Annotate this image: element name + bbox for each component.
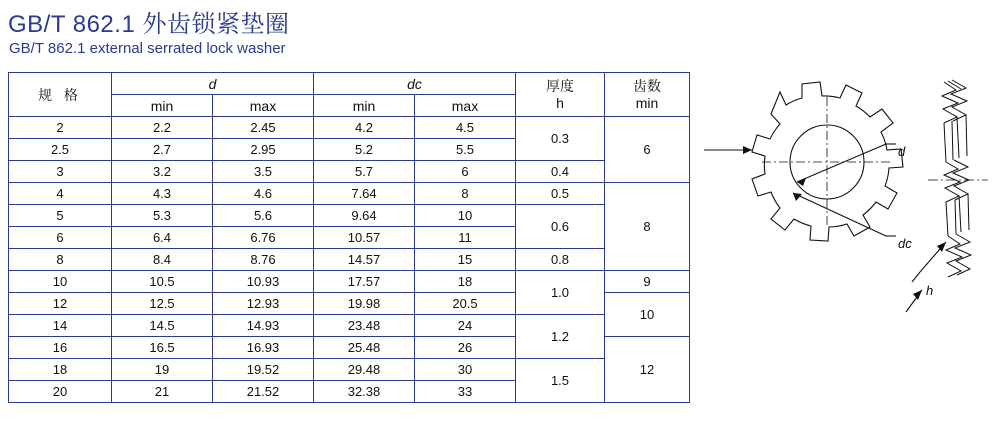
column-header-spec: 规 格 (9, 73, 112, 117)
cell-dc-min: 4.2 (314, 117, 415, 139)
cell-d-min: 4.3 (112, 183, 213, 205)
cell-d-max: 19.52 (213, 359, 314, 381)
table-row (9, 359, 690, 381)
cell-d-min: 16.5 (112, 337, 213, 359)
callout-label-d: d (898, 144, 906, 159)
column-header-teeth-line2: min (635, 94, 659, 111)
cell-thickness: 0.6 (516, 205, 605, 249)
cell-dc-max: 24 (415, 315, 516, 337)
cell-d-min: 14.5 (112, 315, 213, 337)
cell-spec: 3 (9, 161, 112, 183)
washer-center-lines (762, 97, 892, 227)
cell-dc-min: 17.57 (314, 271, 415, 293)
cell-dc-max: 4.5 (415, 117, 516, 139)
cell-dc-min: 25.48 (314, 337, 415, 359)
dimension-dc (793, 193, 896, 236)
washer-front-view (704, 82, 906, 241)
table-row (9, 249, 690, 271)
cell-dc-max: 18 (415, 271, 516, 293)
cell-dc-min: 23.48 (314, 315, 415, 337)
column-header-d-max: max (213, 95, 314, 117)
table-row (9, 117, 690, 139)
column-header-teeth-line1: 齿数 (633, 78, 661, 95)
page-title-chinese: GB/T 862.1 外齿锁紧垫圈 (8, 11, 290, 38)
cell-dc-max: 10 (415, 205, 516, 227)
cell-dc-min: 10.57 (314, 227, 415, 249)
table-header (9, 73, 690, 117)
column-header-thickness-line2: h (556, 94, 564, 111)
cell-d-min: 12.5 (112, 293, 213, 315)
cell-d-max: 3.5 (213, 161, 314, 183)
cell-spec: 2.5 (9, 139, 112, 161)
cell-dc-max: 8 (415, 183, 516, 205)
specification-table (8, 72, 690, 403)
cell-spec: 14 (9, 315, 112, 337)
cell-d-min: 21 (112, 381, 213, 403)
washer-outer-serration (752, 82, 906, 241)
cell-spec: 12 (9, 293, 112, 315)
cell-d-max: 5.6 (213, 205, 314, 227)
cell-dc-max: 33 (415, 381, 516, 403)
cell-d-max: 8.76 (213, 249, 314, 271)
cell-dc-min: 14.57 (314, 249, 415, 271)
cell-d-max: 10.93 (213, 271, 314, 293)
column-header-d: d (112, 73, 314, 95)
table-row (9, 315, 690, 337)
cell-d-max: 2.95 (213, 139, 314, 161)
cell-spec: 16 (9, 337, 112, 359)
table-header-row-1 (9, 73, 690, 95)
cell-teeth: 9 (605, 271, 690, 293)
cell-dc-min: 19.98 (314, 293, 415, 315)
cell-spec: 2 (9, 117, 112, 139)
table-body (9, 117, 690, 403)
cell-spec: 6 (9, 227, 112, 249)
cell-d-min: 2.2 (112, 117, 213, 139)
cell-d-min: 19 (112, 359, 213, 381)
cell-dc-min: 5.2 (314, 139, 415, 161)
dimension-d (797, 144, 896, 186)
cell-thickness: 1.5 (516, 359, 605, 403)
cell-dc-max: 11 (415, 227, 516, 249)
table-row (9, 271, 690, 293)
column-header-dc-min: min (314, 95, 415, 117)
cell-d-max: 6.76 (213, 227, 314, 249)
cell-d-min: 6.4 (112, 227, 213, 249)
column-header-thickness-line1: 厚度 (546, 78, 574, 95)
cell-dc-min: 32.38 (314, 381, 415, 403)
dimension-outer-left-arrow (704, 146, 752, 154)
column-header-thickness (516, 73, 605, 117)
cell-thickness: 0.4 (516, 161, 605, 183)
cell-spec: 10 (9, 271, 112, 293)
cell-d-min: 8.4 (112, 249, 213, 271)
cell-teeth: 6 (605, 117, 690, 183)
washer-drawing-svg (690, 76, 995, 416)
cell-d-min: 5.3 (112, 205, 213, 227)
cell-thickness: 1.0 (516, 271, 605, 315)
cell-spec: 20 (9, 381, 112, 403)
cell-thickness: 0.3 (516, 117, 605, 161)
cell-dc-max: 20.5 (415, 293, 516, 315)
cell-d-min: 10.5 (112, 271, 213, 293)
cell-d-max: 4.6 (213, 183, 314, 205)
cell-d-min: 3.2 (112, 161, 213, 183)
washer-side-view (906, 80, 988, 312)
cell-dc-max: 6 (415, 161, 516, 183)
cell-dc-min: 5.7 (314, 161, 415, 183)
callout-label-h: h (926, 283, 934, 298)
cell-spec: 8 (9, 249, 112, 271)
cell-d-min: 2.7 (112, 139, 213, 161)
callout-label-dc: dc (898, 236, 912, 251)
cell-dc-max: 15 (415, 249, 516, 271)
column-header-teeth (605, 73, 690, 117)
column-header-dc-max: max (415, 95, 516, 117)
cell-teeth: 10 (605, 293, 690, 337)
cell-teeth: 12 (605, 337, 690, 403)
cell-d-max: 2.45 (213, 117, 314, 139)
cell-dc-min: 29.48 (314, 359, 415, 381)
cell-spec: 18 (9, 359, 112, 381)
cell-thickness: 0.8 (516, 249, 605, 271)
table-row (9, 205, 690, 227)
column-header-d-min: min (112, 95, 213, 117)
cell-spec: 4 (9, 183, 112, 205)
cell-dc-max: 5.5 (415, 139, 516, 161)
cell-d-max: 14.93 (213, 315, 314, 337)
cell-thickness: 0.5 (516, 183, 605, 205)
cell-dc-max: 30 (415, 359, 516, 381)
table-row (9, 161, 690, 183)
page-title-english: GB/T 862.1 external serrated lock washer (9, 40, 286, 57)
cell-spec: 5 (9, 205, 112, 227)
cell-teeth: 8 (605, 183, 690, 271)
cell-d-max: 12.93 (213, 293, 314, 315)
cell-dc-min: 9.64 (314, 205, 415, 227)
cell-dc-max: 26 (415, 337, 516, 359)
dimension-h (906, 242, 946, 312)
table-row (9, 183, 690, 205)
cell-d-max: 16.93 (213, 337, 314, 359)
column-header-dc: dc (314, 73, 516, 95)
cell-thickness: 1.2 (516, 315, 605, 359)
cell-d-max: 21.52 (213, 381, 314, 403)
technical-drawing (690, 76, 995, 416)
cell-dc-min: 7.64 (314, 183, 415, 205)
